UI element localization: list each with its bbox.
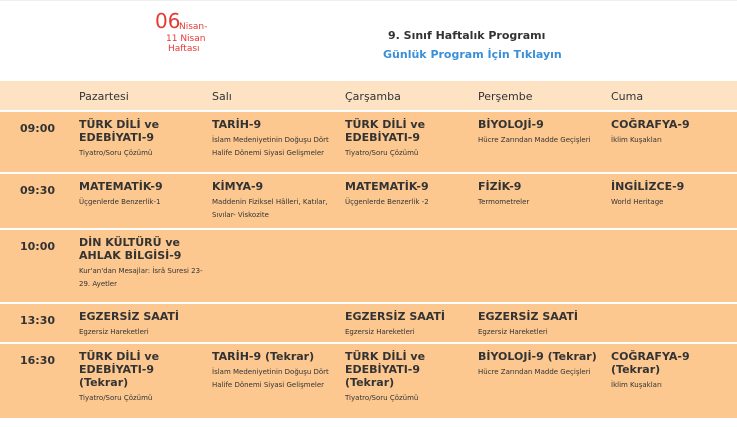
- lesson-cell: [478, 111, 611, 173]
- page-title: 9. Sınıf Haftalık Programı: [388, 29, 546, 42]
- lesson-topic: Tiyatro/Soru Çözümü: [345, 394, 419, 402]
- lesson-subject: BİYOLOJİ-9 (Tekrar): [478, 350, 597, 363]
- lesson-cell: [212, 173, 345, 229]
- lesson-subject: COĞRAFYA-9 (Tekrar): [611, 350, 690, 376]
- lesson-topic: Egzersiz Hareketleri: [478, 328, 548, 336]
- lesson-subject: EGZERSİZ SAATİ: [478, 310, 579, 323]
- table-row: [0, 303, 737, 343]
- lesson-subject: TARİH-9: [212, 118, 262, 131]
- lesson-cell: [611, 343, 737, 418]
- lesson-subject: İNGİLİZCE-9: [611, 180, 685, 193]
- lesson-cell: [212, 111, 345, 173]
- day-header: Pazartesi: [79, 90, 129, 103]
- lesson-cell: [79, 111, 212, 173]
- lesson-subject: MATEMATİK-9: [79, 180, 163, 193]
- lesson-cell: [345, 229, 478, 303]
- lesson-topic: Tiyatro/Soru Çözümü: [345, 149, 419, 157]
- lesson-topic: İklim Kuşakları: [611, 136, 662, 144]
- lesson-topic: Termometreler: [478, 198, 530, 206]
- table-row: [0, 229, 737, 303]
- date-line-2: 11 Nisan: [166, 34, 206, 44]
- date-day: 06: [155, 9, 181, 33]
- lesson-subject: EGZERSİZ SAATİ: [345, 310, 446, 323]
- daily-program-link[interactable]: Günlük Program İçin Tıklayın: [383, 48, 562, 61]
- lesson-subject: FİZİK-9: [478, 180, 522, 193]
- lesson-topic: İslam Medeniyetinin Doğuşu Dört Halife Dönemi Siyasi Gelişmeler: [212, 368, 329, 389]
- lesson-cell: [478, 173, 611, 229]
- lesson-cell: [212, 229, 345, 303]
- lesson-subject: TARİH-9 (Tekrar): [212, 350, 315, 363]
- lesson-cell: [345, 173, 478, 229]
- lesson-topic: Üçgenlerde Benzerlik -2: [345, 198, 429, 206]
- time-slot: 09:30: [20, 184, 56, 197]
- lesson-topic: Egzersiz Hareketleri: [79, 328, 149, 336]
- lesson-topic: Üçgenlerde Benzerlik-1: [79, 198, 161, 206]
- lesson-topic: Egzersiz Hareketleri: [345, 328, 415, 336]
- lesson-cell: [611, 229, 737, 303]
- page-header: [0, 0, 737, 81]
- lesson-cell: [345, 343, 478, 418]
- lesson-subject: KİMYA-9: [212, 180, 264, 193]
- table-row: [0, 173, 737, 229]
- time-header: [0, 81, 79, 111]
- table-row: [0, 111, 737, 173]
- lesson-cell: [611, 111, 737, 173]
- lesson-cell: [611, 173, 737, 229]
- lesson-cell: [79, 173, 212, 229]
- lesson-cell: [478, 343, 611, 418]
- lesson-cell: [212, 303, 345, 343]
- day-header: Cuma: [611, 90, 644, 103]
- lesson-topic: Tiyatro/Soru Çözümü: [79, 149, 153, 157]
- lesson-subject: MATEMATİK-9: [345, 180, 429, 193]
- day-header: Perşembe: [478, 90, 533, 103]
- lesson-topic: İslam Medeniyetinin Doğuşu Dört Halife Dönemi Siyasi Gelişmeler: [212, 136, 329, 157]
- lesson-topic: Kur'an'dan Mesajlar: İsrâ Suresi 23-29. Ayetler: [79, 267, 203, 288]
- lesson-subject: TÜRK DİLİ ve EDEBİYATI-9: [345, 118, 426, 144]
- lesson-cell: [79, 343, 212, 418]
- weekly-schedule-table: [0, 81, 737, 418]
- lesson-subject: BİYOLOJİ-9: [478, 118, 544, 131]
- lesson-cell: [478, 303, 611, 343]
- lesson-cell: [478, 229, 611, 303]
- lesson-cell: [79, 229, 212, 303]
- lesson-topic: World Heritage: [611, 198, 664, 206]
- week-date-badge: [155, 9, 208, 54]
- lesson-cell: [345, 303, 478, 343]
- lesson-topic: Maddenin Fiziksel Hâlleri, Katılar, Sıvılar- Viskozite: [212, 198, 328, 219]
- time-slot: 09:00: [20, 122, 56, 135]
- lesson-topic: İklim Kuşakları: [611, 381, 662, 389]
- time-slot: 13:30: [20, 314, 56, 327]
- lesson-cell: [345, 111, 478, 173]
- lesson-subject: TÜRK DİLİ ve EDEBİYATI-9 (Tekrar): [79, 350, 160, 389]
- lesson-cell: [611, 303, 737, 343]
- lesson-subject: COĞRAFYA-9: [611, 118, 690, 131]
- lesson-topic: Tiyatro/Soru Çözümü: [79, 394, 153, 402]
- lesson-subject: EGZERSİZ SAATİ: [79, 310, 180, 323]
- lesson-cell: [79, 303, 212, 343]
- lesson-cell: [212, 343, 345, 418]
- table-row: [0, 343, 737, 418]
- day-header: Salı: [212, 90, 232, 103]
- lesson-subject: TÜRK DİLİ ve EDEBİYATI-9 (Tekrar): [345, 350, 426, 389]
- date-line-1: Nisan-: [179, 22, 208, 32]
- time-slot: 16:30: [20, 354, 56, 367]
- lesson-subject: DİN KÜLTÜRÜ ve AHLAK BİLGİSİ-9: [79, 236, 182, 262]
- date-line-3: Haftası: [168, 44, 200, 54]
- day-header: Çarşamba: [345, 90, 401, 103]
- lesson-subject: TÜRK DİLİ ve EDEBİYATI-9: [79, 118, 160, 144]
- time-slot: 10:00: [20, 240, 56, 253]
- lesson-topic: Hücre Zarından Madde Geçişleri: [478, 368, 591, 376]
- lesson-topic: Hücre Zarından Madde Geçişleri: [478, 136, 591, 144]
- day-header-row: [0, 81, 737, 111]
